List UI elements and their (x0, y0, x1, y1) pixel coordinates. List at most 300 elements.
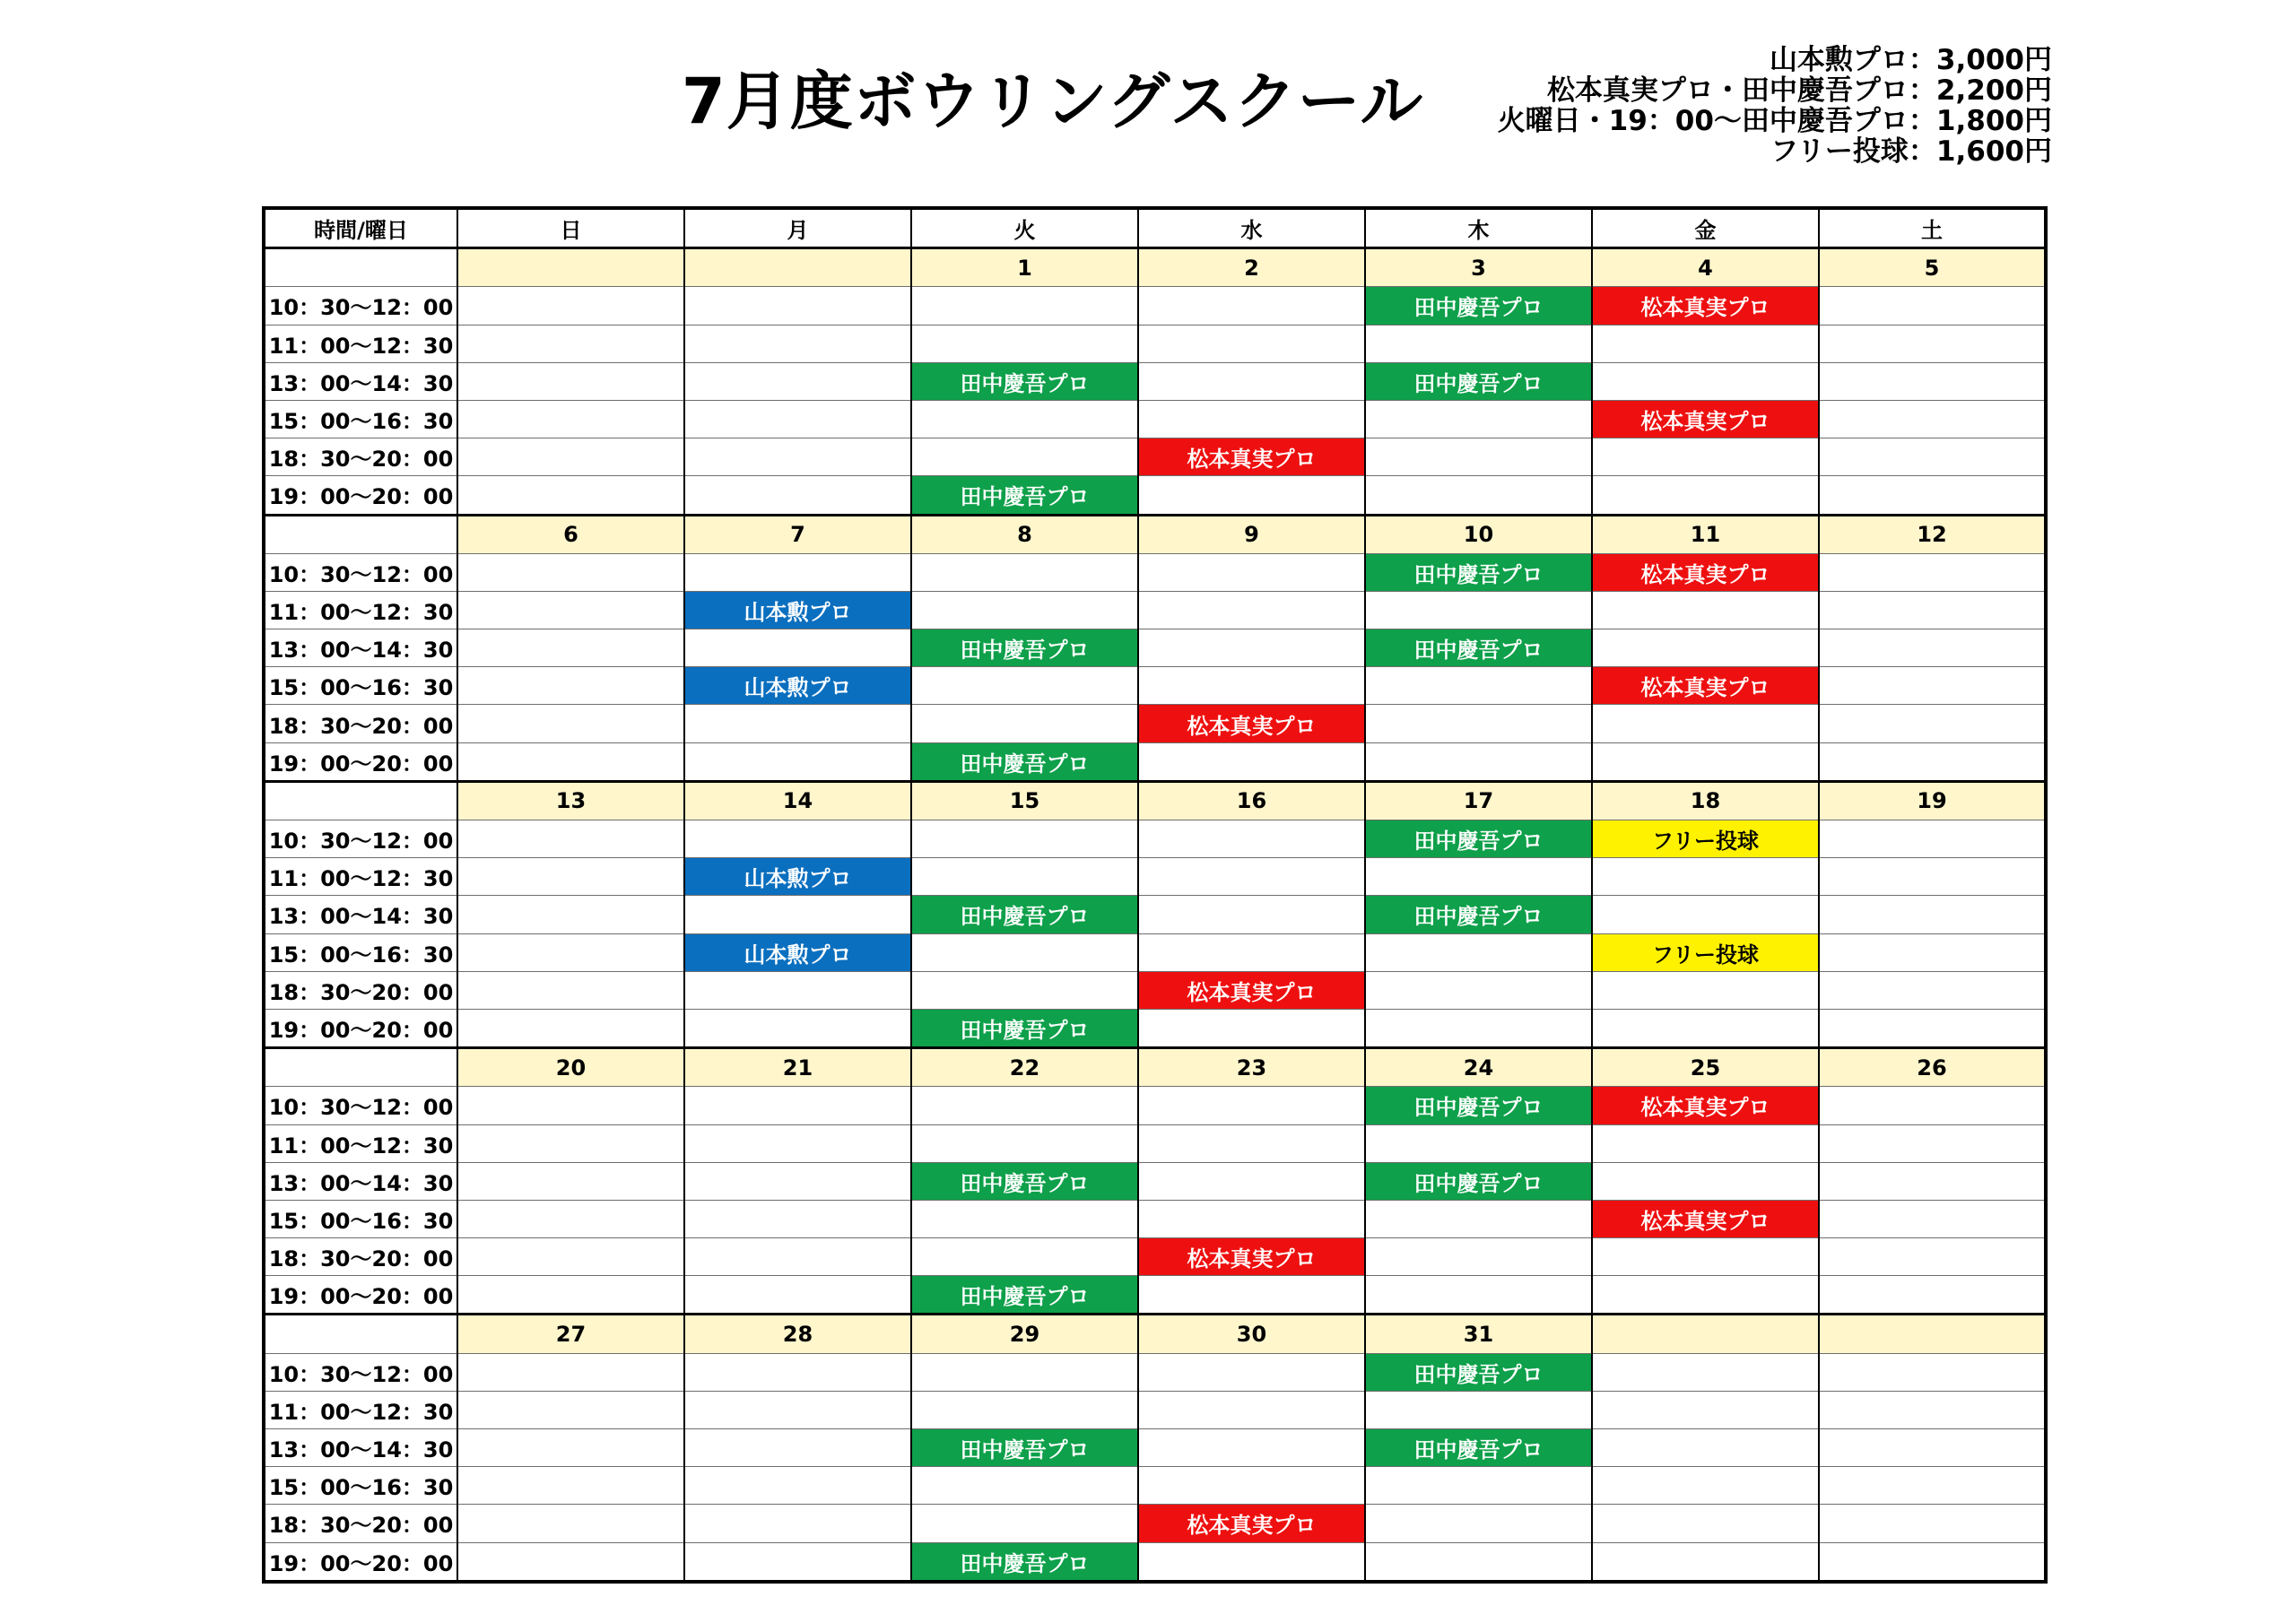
time-slot-row (264, 1391, 2046, 1428)
day-header-sun: 日 (457, 208, 684, 248)
date-cell-wed: 2 (1138, 248, 1365, 287)
empty-slot-cell (1365, 1238, 1592, 1276)
time-slot-row (264, 1542, 2046, 1582)
lesson-cell: 田中慶吾プロ (1365, 820, 1592, 858)
empty-slot-cell (1138, 667, 1365, 705)
empty-slot-cell (1819, 933, 2046, 971)
time-slot-row (264, 400, 2046, 438)
time-slot-row (264, 1276, 2046, 1315)
schedule-body (264, 248, 2046, 1582)
empty-slot-cell (1365, 1124, 1592, 1162)
empty-slot-cell (1365, 591, 1592, 629)
date-cell-mon: 7 (684, 515, 911, 553)
lesson-cell: 田中慶吾プロ (911, 1429, 1138, 1467)
empty-slot-cell (1592, 362, 1819, 400)
empty-slot-cell (1365, 400, 1592, 438)
empty-slot-cell (1592, 1542, 1819, 1582)
empty-slot-cell (1819, 362, 2046, 400)
date-cell-mon: 21 (684, 1048, 911, 1087)
empty-slot-cell (457, 1162, 684, 1200)
empty-slot-cell (457, 400, 684, 438)
empty-slot-cell (457, 1124, 684, 1162)
time-slot-row (264, 1429, 2046, 1467)
date-cell-sat: 12 (1819, 515, 2046, 553)
empty-slot-cell (1138, 362, 1365, 400)
empty-slot-cell (911, 1391, 1138, 1428)
price-list (1498, 45, 2052, 167)
time-slot-label: 11：00～12：30 (264, 1124, 457, 1162)
empty-slot-cell (1819, 553, 2046, 591)
date-cell-sun: 27 (457, 1315, 684, 1353)
time-slot-row (264, 1087, 2046, 1124)
week-date-row (264, 248, 2046, 287)
empty-slot-cell (1365, 705, 1592, 742)
empty-slot-cell (457, 1429, 684, 1467)
day-header-thu: 木 (1365, 208, 1592, 248)
price-line-free: フリー投球：1,600円 (1770, 135, 2052, 168)
empty-slot-cell (911, 1124, 1138, 1162)
day-header-sat: 土 (1819, 208, 2046, 248)
lesson-cell: 山本勲プロ (684, 591, 911, 629)
date-cell-wed: 30 (1138, 1315, 1365, 1353)
empty-slot-cell (1365, 933, 1592, 971)
date-cell-sun: 6 (457, 515, 684, 553)
empty-slot-cell (1592, 1124, 1819, 1162)
empty-slot-cell (1819, 1124, 2046, 1162)
date-cell-wed: 23 (1138, 1048, 1365, 1087)
empty-slot-cell (1138, 1391, 1365, 1428)
lesson-cell: 松本真実プロ (1592, 400, 1819, 438)
date-cell-sat: 19 (1819, 781, 2046, 820)
lesson-cell: 松本真実プロ (1592, 1087, 1819, 1124)
empty-slot-cell (684, 1429, 911, 1467)
lesson-cell: 松本真実プロ (1592, 553, 1819, 591)
empty-slot-cell (1592, 1391, 1819, 1428)
date-cell-tue: 22 (911, 1048, 1138, 1087)
lesson-cell: 山本勲プロ (684, 933, 911, 971)
empty-slot-cell (457, 1009, 684, 1047)
time-slot-row (264, 1162, 2046, 1200)
empty-slot-cell (1819, 1542, 2046, 1582)
time-slot-label: 19：00～20：00 (264, 1542, 457, 1582)
empty-slot-cell (1819, 476, 2046, 515)
week-label-cell (264, 1315, 457, 1353)
time-slot-row (264, 553, 2046, 591)
date-cell-fri: 18 (1592, 781, 1819, 820)
empty-slot-cell (684, 438, 911, 476)
time-slot-label: 11：00～12：30 (264, 858, 457, 896)
time-slot-label: 15：00～16：30 (264, 1200, 457, 1237)
empty-slot-cell (911, 400, 1138, 438)
empty-slot-cell (1592, 971, 1819, 1009)
empty-slot-cell (1138, 553, 1365, 591)
empty-slot-cell (1138, 629, 1365, 667)
empty-slot-cell (1592, 742, 1819, 781)
empty-slot-cell (1365, 1391, 1592, 1428)
empty-slot-cell (1138, 400, 1365, 438)
empty-slot-cell (457, 287, 684, 325)
empty-slot-cell (457, 705, 684, 742)
time-slot-label: 18：30～20：00 (264, 1238, 457, 1276)
lesson-cell: 田中慶吾プロ (1365, 629, 1592, 667)
time-slot-label: 10：30～12：00 (264, 1353, 457, 1391)
empty-slot-cell (1592, 896, 1819, 933)
date-cell-fri (1592, 1315, 1819, 1353)
date-cell-fri: 25 (1592, 1048, 1819, 1087)
week-date-row (264, 781, 2046, 820)
empty-slot-cell (1138, 1200, 1365, 1237)
empty-slot-cell (457, 896, 684, 933)
lesson-cell: フリー投球 (1592, 933, 1819, 971)
time-slot-label: 18：30～20：00 (264, 1505, 457, 1542)
empty-slot-cell (684, 1162, 911, 1200)
time-slot-row (264, 820, 2046, 858)
empty-slot-cell (457, 1467, 684, 1505)
lesson-cell: 田中慶吾プロ (911, 1276, 1138, 1315)
empty-slot-cell (1819, 1087, 2046, 1124)
empty-slot-cell (1138, 858, 1365, 896)
lesson-cell: 松本真実プロ (1138, 1238, 1365, 1276)
lesson-cell: 田中慶吾プロ (911, 629, 1138, 667)
time-slot-row (264, 1467, 2046, 1505)
empty-slot-cell (457, 591, 684, 629)
empty-slot-cell (457, 820, 684, 858)
empty-slot-cell (1819, 820, 2046, 858)
empty-slot-cell (457, 1542, 684, 1582)
empty-slot-cell (1138, 1276, 1365, 1315)
time-slot-row (264, 971, 2046, 1009)
empty-slot-cell (1592, 1353, 1819, 1391)
empty-slot-cell (1365, 667, 1592, 705)
empty-slot-cell (1365, 1009, 1592, 1047)
week-label-cell (264, 515, 457, 553)
empty-slot-cell (911, 1238, 1138, 1276)
empty-slot-cell (911, 858, 1138, 896)
empty-slot-cell (457, 742, 684, 781)
time-slot-row (264, 705, 2046, 742)
lesson-cell: 松本真実プロ (1592, 667, 1819, 705)
empty-slot-cell (1138, 476, 1365, 515)
time-slot-row (264, 438, 2046, 476)
empty-slot-cell (911, 971, 1138, 1009)
date-cell-mon (684, 248, 911, 287)
empty-slot-cell (1365, 438, 1592, 476)
time-slot-row (264, 742, 2046, 781)
empty-slot-cell (684, 1542, 911, 1582)
empty-slot-cell (1365, 858, 1592, 896)
empty-slot-cell (1819, 896, 2046, 933)
time-slot-label: 19：00～20：00 (264, 1276, 457, 1315)
empty-slot-cell (1592, 591, 1819, 629)
lesson-cell: 田中慶吾プロ (1365, 1087, 1592, 1124)
date-cell-tue: 1 (911, 248, 1138, 287)
lesson-cell: 田中慶吾プロ (1365, 1429, 1592, 1467)
empty-slot-cell (1365, 325, 1592, 362)
empty-slot-cell (457, 325, 684, 362)
empty-slot-cell (1819, 629, 2046, 667)
time-slot-label: 10：30～12：00 (264, 1087, 457, 1124)
lesson-cell: 田中慶吾プロ (911, 1009, 1138, 1047)
empty-slot-cell (1138, 591, 1365, 629)
empty-slot-cell (1592, 1467, 1819, 1505)
empty-slot-cell (1592, 325, 1819, 362)
time-slot-row (264, 1009, 2046, 1047)
empty-slot-cell (1819, 400, 2046, 438)
empty-slot-cell (1138, 1429, 1365, 1467)
lesson-cell: 田中慶吾プロ (1365, 896, 1592, 933)
empty-slot-cell (684, 1009, 911, 1047)
empty-slot-cell (1819, 1276, 2046, 1315)
schedule-table (262, 206, 2048, 1584)
empty-slot-cell (457, 1200, 684, 1237)
empty-slot-cell (1819, 1009, 2046, 1047)
empty-slot-cell (684, 705, 911, 742)
time-slot-label: 13：00～14：30 (264, 362, 457, 400)
date-cell-mon: 14 (684, 781, 911, 820)
empty-slot-cell (1138, 325, 1365, 362)
time-slot-row (264, 591, 2046, 629)
week-label-cell (264, 781, 457, 820)
time-slot-row (264, 1505, 2046, 1542)
empty-slot-cell (1592, 1238, 1819, 1276)
lesson-cell: 田中慶吾プロ (911, 742, 1138, 781)
date-cell-mon: 28 (684, 1315, 911, 1353)
empty-slot-cell (1138, 742, 1365, 781)
empty-slot-cell (911, 933, 1138, 971)
empty-slot-cell (911, 438, 1138, 476)
time-slot-row (264, 1353, 2046, 1391)
empty-slot-cell (1138, 1467, 1365, 1505)
time-slot-label: 15：00～16：30 (264, 1467, 457, 1505)
empty-slot-cell (1138, 933, 1365, 971)
time-slot-label: 18：30～20：00 (264, 438, 457, 476)
empty-slot-cell (457, 1353, 684, 1391)
time-slot-label: 18：30～20：00 (264, 971, 457, 1009)
time-slot-label: 10：30～12：00 (264, 820, 457, 858)
date-cell-sat: 5 (1819, 248, 2046, 287)
time-slot-label: 11：00～12：30 (264, 1391, 457, 1428)
lesson-cell: フリー投球 (1592, 820, 1819, 858)
empty-slot-cell (1138, 1162, 1365, 1200)
empty-slot-cell (911, 1467, 1138, 1505)
time-slot-label: 13：00～14：30 (264, 629, 457, 667)
page-title: 7月度ボウリングスクール (682, 65, 1424, 138)
time-slot-row (264, 896, 2046, 933)
empty-slot-cell (457, 476, 684, 515)
empty-slot-cell (1819, 1353, 2046, 1391)
date-cell-thu: 17 (1365, 781, 1592, 820)
lesson-cell: 松本真実プロ (1592, 287, 1819, 325)
empty-slot-cell (684, 820, 911, 858)
empty-slot-cell (911, 1353, 1138, 1391)
empty-slot-cell (1819, 325, 2046, 362)
lesson-cell: 松本真実プロ (1138, 438, 1365, 476)
empty-slot-cell (1819, 667, 2046, 705)
time-slot-row (264, 667, 2046, 705)
empty-slot-cell (1365, 1276, 1592, 1315)
empty-slot-cell (1592, 1009, 1819, 1047)
empty-slot-cell (457, 629, 684, 667)
empty-slot-cell (684, 1276, 911, 1315)
lesson-cell: 田中慶吾プロ (911, 362, 1138, 400)
date-cell-wed: 9 (1138, 515, 1365, 553)
empty-slot-cell (911, 1087, 1138, 1124)
empty-slot-cell (1819, 438, 2046, 476)
empty-slot-cell (1819, 1391, 2046, 1428)
empty-slot-cell (684, 1200, 911, 1237)
empty-slot-cell (1365, 971, 1592, 1009)
empty-slot-cell (1592, 629, 1819, 667)
date-cell-sat (1819, 1315, 2046, 1353)
empty-slot-cell (684, 476, 911, 515)
price-line-matsumoto-tanaka: 松本真実プロ・田中慶吾プロ：2,200円 (1546, 74, 2052, 107)
week-label-cell (264, 248, 457, 287)
time-slot-row (264, 858, 2046, 896)
empty-slot-cell (1819, 705, 2046, 742)
empty-slot-cell (684, 1467, 911, 1505)
time-slot-label: 18：30～20：00 (264, 705, 457, 742)
date-cell-thu: 24 (1365, 1048, 1592, 1087)
empty-slot-cell (1592, 1429, 1819, 1467)
date-cell-fri: 4 (1592, 248, 1819, 287)
empty-slot-cell (911, 1200, 1138, 1237)
lesson-cell: 田中慶吾プロ (1365, 553, 1592, 591)
price-line-yamamoto: 山本勲プロ：3,000円 (1769, 44, 2052, 76)
date-cell-wed: 16 (1138, 781, 1365, 820)
time-slot-label: 11：00～12：30 (264, 591, 457, 629)
empty-slot-cell (1819, 1200, 2046, 1237)
day-header-tue: 火 (911, 208, 1138, 248)
lesson-cell: 田中慶吾プロ (1365, 1353, 1592, 1391)
time-slot-row (264, 476, 2046, 515)
empty-slot-cell (1819, 858, 2046, 896)
empty-slot-cell (684, 325, 911, 362)
empty-slot-cell (911, 553, 1138, 591)
time-slot-label: 13：00～14：30 (264, 1162, 457, 1200)
empty-slot-cell (911, 820, 1138, 858)
empty-slot-cell (684, 742, 911, 781)
time-slot-label: 15：00～16：30 (264, 933, 457, 971)
week-label-cell (264, 1048, 457, 1087)
time-slot-row (264, 629, 2046, 667)
empty-slot-cell (1592, 438, 1819, 476)
time-slot-label: 13：00～14：30 (264, 896, 457, 933)
date-cell-sun: 20 (457, 1048, 684, 1087)
lesson-cell: 田中慶吾プロ (1365, 362, 1592, 400)
week-date-row (264, 1315, 2046, 1353)
time-slot-label: 19：00～20：00 (264, 476, 457, 515)
time-slot-label: 15：00～16：30 (264, 400, 457, 438)
lesson-cell: 田中慶吾プロ (911, 476, 1138, 515)
empty-slot-cell (457, 1087, 684, 1124)
empty-slot-cell (457, 667, 684, 705)
empty-slot-cell (1819, 1429, 2046, 1467)
empty-slot-cell (1138, 1087, 1365, 1124)
empty-slot-cell (1819, 971, 2046, 1009)
lesson-cell: 田中慶吾プロ (911, 896, 1138, 933)
time-slot-row (264, 1200, 2046, 1237)
empty-slot-cell (911, 287, 1138, 325)
empty-slot-cell (684, 553, 911, 591)
empty-slot-cell (1138, 287, 1365, 325)
empty-slot-cell (684, 629, 911, 667)
lesson-cell: 山本勲プロ (684, 667, 911, 705)
date-cell-sat: 26 (1819, 1048, 2046, 1087)
empty-slot-cell (1365, 742, 1592, 781)
empty-slot-cell (1819, 1467, 2046, 1505)
time-slot-row (264, 362, 2046, 400)
empty-slot-cell (457, 1505, 684, 1542)
empty-slot-cell (1592, 1276, 1819, 1315)
empty-slot-cell (1819, 1162, 2046, 1200)
header-row (264, 208, 2046, 248)
empty-slot-cell (457, 858, 684, 896)
empty-slot-cell (1365, 1467, 1592, 1505)
price-line-tuesday-tanaka: 火曜日・19：00～田中慶吾プロ：1,800円 (1497, 105, 2052, 137)
empty-slot-cell (684, 1124, 911, 1162)
empty-slot-cell (684, 971, 911, 1009)
empty-slot-cell (1138, 1009, 1365, 1047)
time-slot-row (264, 1238, 2046, 1276)
empty-slot-cell (1819, 1505, 2046, 1542)
time-slot-row (264, 933, 2046, 971)
empty-slot-cell (1592, 705, 1819, 742)
empty-slot-cell (457, 1238, 684, 1276)
empty-slot-cell (1138, 1353, 1365, 1391)
lesson-cell: 田中慶吾プロ (911, 1162, 1138, 1200)
empty-slot-cell (684, 400, 911, 438)
empty-slot-cell (684, 287, 911, 325)
empty-slot-cell (1365, 1200, 1592, 1237)
empty-slot-cell (911, 325, 1138, 362)
lesson-cell: 山本勲プロ (684, 858, 911, 896)
lesson-cell: 松本真実プロ (1138, 705, 1365, 742)
empty-slot-cell (1365, 1542, 1592, 1582)
time-slot-label: 15：00～16：30 (264, 667, 457, 705)
empty-slot-cell (457, 362, 684, 400)
empty-slot-cell (1138, 1542, 1365, 1582)
time-slot-label: 10：30～12：00 (264, 553, 457, 591)
empty-slot-cell (457, 1391, 684, 1428)
empty-slot-cell (684, 896, 911, 933)
date-cell-sun (457, 248, 684, 287)
week-date-row (264, 515, 2046, 553)
empty-slot-cell (684, 362, 911, 400)
empty-slot-cell (684, 1238, 911, 1276)
date-cell-sun: 13 (457, 781, 684, 820)
day-header-fri: 金 (1592, 208, 1819, 248)
date-cell-tue: 15 (911, 781, 1138, 820)
empty-slot-cell (1138, 820, 1365, 858)
time-slot-row (264, 325, 2046, 362)
time-slot-row (264, 1124, 2046, 1162)
time-slot-label: 19：00～20：00 (264, 1009, 457, 1047)
empty-slot-cell (457, 438, 684, 476)
time-slot-label: 11：00～12：30 (264, 325, 457, 362)
empty-slot-cell (911, 1505, 1138, 1542)
week-date-row (264, 1048, 2046, 1087)
empty-slot-cell (1819, 591, 2046, 629)
empty-slot-cell (684, 1505, 911, 1542)
corner-header: 時間/曜日 (264, 208, 457, 248)
lesson-cell: 松本真実プロ (1138, 971, 1365, 1009)
date-cell-tue: 29 (911, 1315, 1138, 1353)
time-slot-label: 19：00～20：00 (264, 742, 457, 781)
day-header-wed: 水 (1138, 208, 1365, 248)
lesson-cell: 田中慶吾プロ (911, 1542, 1138, 1582)
empty-slot-cell (1592, 858, 1819, 896)
time-slot-label: 13：00～14：30 (264, 1429, 457, 1467)
